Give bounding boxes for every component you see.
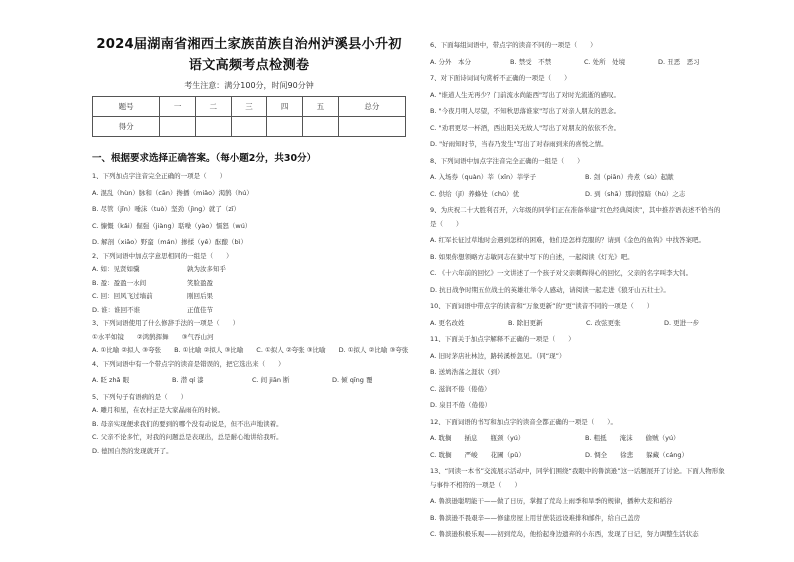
option-a: A. 耽搁 插息 瓶颈（yú） — [430, 434, 525, 442]
section-heading: 一、根据要求选择正确答案。（每小题2分，共30分） — [92, 153, 317, 164]
option-c: C. 供给（jǐ）养蜂处（chǔ）优 — [430, 189, 520, 198]
option-d: D. 惆全 徐悲 躲藏（cáng） — [585, 450, 688, 459]
option-d-left: D. 谁：谁回不谁 — [92, 305, 141, 314]
question-stem: 12、下面词语的书写和加点字的读音全都正确的一项是（ ）。 — [430, 417, 618, 426]
question-stem: 4、下列词语中有一个带点字的读音是错误的，把它选出来（ ） — [92, 359, 285, 368]
option-a: A. "谁道人生无再少？门前流水尚能西"写出了对时光流逝的感叹。 — [430, 90, 620, 99]
score-header-cell: 五 — [303, 97, 339, 117]
option-c: C. 处所 处境 — [584, 57, 626, 66]
question-stem: 3、下列词语使用了什么修辞手法的一项是（ ） — [92, 319, 240, 327]
option-c: C. 父亲不论多忙，对我的问题总是表现出，总是耐心地讲给我听。 — [92, 433, 283, 441]
options-line — [92, 376, 412, 385]
score-cell — [231, 117, 267, 137]
question-items: ①水平如镜 ②鸿鹄挥舞 ③气吞山河 — [92, 332, 214, 341]
option-a: A. 分外 本分 — [430, 57, 471, 66]
option-b: B. 如果你想领略方志敏同志在狱中写下的自述，一起阅读《灯光》吧。 — [430, 252, 634, 261]
score-cell — [303, 117, 339, 137]
question-stem: 10、下面词语中带点字的读音和“万象更新”的“更”读音不同的一项是（ ） — [430, 302, 654, 310]
option-a: A. 雕月和星，在农村正是大家晶雨在的时候。 — [92, 406, 224, 414]
score-cell — [160, 117, 196, 137]
options-line-2 — [430, 190, 730, 199]
option-d-right: 正值佳节 — [187, 305, 213, 314]
option-d: D. 泉目不倦（倦倦） — [430, 401, 492, 409]
question-stem: 6、下面每组词语中，带点字的读音不同的一项是（ ） — [430, 41, 597, 49]
option-b-right: 笑脸盈盈 — [187, 278, 213, 287]
option-b: B. 刽（piān）舟煮（sù）起献 — [585, 173, 674, 181]
option-c: C. 耽搁 严峻 花圃（pǔ） — [430, 450, 525, 459]
option-a: A. 鲁滨逊聪明能干——做了日历，掌握了荒岛上雨季和旱季的规律，播种大麦和稻谷 — [430, 497, 673, 505]
option-c: C. 鲁滨逊积极乐观——初到荒岛，他拾起身边遗弃的小东西，发现了日记，努力调整生活状态 — [430, 530, 699, 538]
score-header-cell: 三 — [231, 97, 267, 117]
score-cell — [338, 117, 405, 137]
page-title: 2024届湖南省湘西土家族苗族自治州泸溪县小升初语文高频考点检测卷 — [96, 37, 402, 73]
right-column — [430, 34, 730, 539]
score-table — [92, 96, 406, 137]
question-stem: 13、“同读一本书”交流展示活动中，同学们围绕“我眼中的鲁滨逊”这一话题展开了讨论。下面人物形象 — [430, 467, 725, 475]
question-stem: 7、对下面诗词词句赏析不正确的一项是（ ） — [430, 74, 571, 82]
option-a: A. 红军长征过草地时会遇到怎样的困难，他们是怎样克服的？请到《金色的鱼钩》中找答案吧。 — [430, 236, 705, 244]
option-a-right: 孰为汝多知乎 — [187, 265, 226, 273]
option-b: B. 送鸠浩荡之涯状（到） — [430, 368, 504, 376]
score-table-header-row — [93, 97, 406, 117]
option-b — [92, 279, 412, 288]
option-b: B. 除旧更新 — [508, 318, 543, 327]
option-d: D. 抗日战争时期五位战士的英雄壮举令人感动，请阅读一起走进《狼牙山五壮士》。 — [430, 285, 670, 294]
option-d: D. 德国自然的发现就开了。 — [92, 446, 173, 455]
score-header-cell: 二 — [195, 97, 231, 117]
question-stem: 1、下列加点字注音完全正确的一项是（ ） — [92, 172, 227, 180]
options-line — [430, 58, 730, 67]
option-c: C. 慷慨（kǎi）倔强（jiàng）聒噪（yào）懦怒（wú） — [92, 221, 252, 230]
question-stem: 8、下列词语中加点字注音完全正确的一组是（ ） — [430, 156, 584, 165]
option-a: A. 混乱（hùn）脉和（cān）搀播（miǎo）渴鹄（hú） — [92, 188, 253, 197]
option-c — [92, 292, 412, 301]
option-b: B. "今夜月明人尽望，不知秋思落谁家"写出了对亲人朋友的思念。 — [430, 107, 621, 115]
exam-note: 考生注意：满分100分，时间90分钟 — [184, 81, 314, 90]
option-d: D. 解剖（xiāo）野蛮（mán）掺揉（yě）酝酿（bì） — [92, 238, 247, 246]
option-b-left: B. 盈：盈盈一水间 — [92, 278, 147, 287]
option-c: C. 改弦更张 — [586, 318, 621, 327]
score-table-score-row — [93, 117, 406, 137]
option-a: A. 更名改姓 — [430, 318, 465, 327]
question-stem-cont: 是（ ） — [430, 219, 463, 228]
option-b: B. 尽管（jǐn）唾沫（tuò）坚劲（jìng）就了（zī） — [92, 205, 241, 213]
options-line-2 — [430, 451, 730, 460]
score-cell — [195, 117, 231, 137]
option-c: C. "劝君更尽一杯酒，西出阳关无故人"写出了对朋友的依依不舍。 — [430, 123, 621, 132]
score-header-cell: 题号 — [93, 97, 160, 117]
options-line-1 — [430, 173, 730, 182]
left-column — [92, 34, 412, 455]
score-header-cell: 总分 — [338, 97, 405, 117]
question-stem-cont: 与事件不相符的一项是（ ） — [430, 480, 521, 489]
option-d: D. 倾 qīng 覆 — [332, 376, 373, 384]
question-stem: 11、下面关于加点字解释不正确的一项是（ ） — [430, 335, 575, 343]
option-c-right: 刚回后果 — [187, 292, 213, 300]
option-b: B. 粗抵 淹沫 偷贼（yú） — [585, 434, 680, 442]
question-stem: 2、下列词语中加点字意思相同的一组是（ ） — [92, 251, 233, 260]
score-header-cell: 一 — [160, 97, 196, 117]
option-b: B. 潜 qí 漆 — [172, 376, 204, 384]
option-d: D. 丑恶 恶习 — [658, 57, 700, 66]
option-c: C. 《十六年前的回忆》一文讲述了一个孩子对父亲刺辉得心的回忆，父亲的名字叫李大钊。 — [430, 269, 693, 277]
score-row-label: 得分 — [93, 117, 160, 137]
option-b: B. 母亲实现便求我们的要到的哪个没有动说是，但不出声地读着。 — [92, 419, 283, 428]
score-header-cell: 四 — [267, 97, 303, 117]
option-c: C. 滋润不倦（倦倦） — [430, 384, 491, 393]
options-line: A. ①比喻 ②拟人 ③夸张 B. ①比喻 ②拟人 ③比喻 C. ①拟人 ②夸张 ③比喻 D. ①拟人 ②比喻 ③夸张 — [92, 346, 409, 354]
option-d: D. "好雨知时节，当春乃发生"写出了对春雨到来的喜悦之情。 — [430, 140, 608, 148]
option-a — [92, 265, 412, 274]
option-d: D. 到（shā）那间惊暗（hù）之志 — [585, 189, 686, 198]
option-a: A. 入场券（quàn）莘（xīn）莘学子 — [430, 173, 537, 181]
option-a-left: A. 如：见贤如骥 — [92, 265, 140, 273]
options-line-1 — [430, 434, 730, 443]
option-d — [92, 306, 412, 315]
option-c: C. 间 jiān 断 — [252, 376, 290, 384]
score-cell — [267, 117, 303, 137]
options-line — [430, 319, 730, 328]
option-a: A. 旧时茅店社林边，路转溪桥忽见。（同“现”） — [430, 351, 566, 360]
question-stem: 5、下列句子有语病的是（ ） — [92, 392, 188, 401]
option-b: B. 禁受 不禁 — [510, 57, 552, 66]
option-a: A. 眨 zhǎ 眼 — [92, 376, 130, 384]
option-c-left: C. 回：回风飞过墙前 — [92, 292, 153, 300]
option-b: B. 鲁滨逊不畏艰辛——修建房屋上用甘蔗装远设难排和邮件，给自己盖房 — [430, 513, 641, 522]
question-stem: 9、为庆祝二十大胜利召开，六年级的同学们正在准备举建“红色经典阅读”，其中推荐语表述不恰当的 — [430, 206, 721, 214]
option-d: D. 更进一步 — [664, 318, 700, 327]
